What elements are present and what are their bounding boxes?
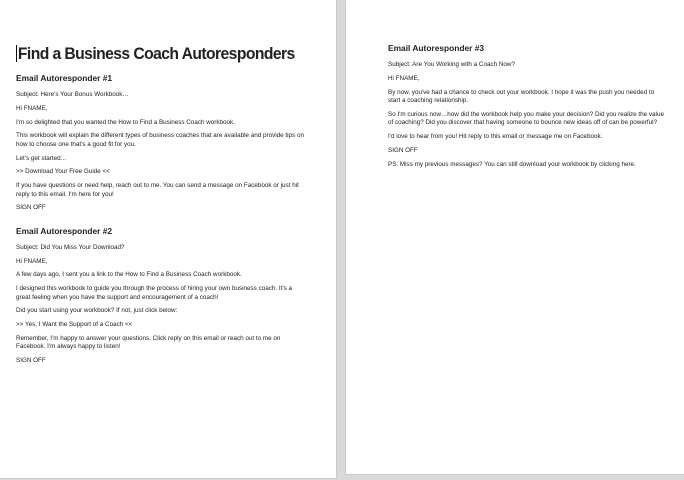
- page-2-content: [388, 43, 668, 182]
- email-3-sign-off: SIGN OFF: [388, 146, 418, 154]
- page-1-content: [16, 45, 306, 379]
- email-1-subject: Subject: Here's Your Bonus Workbook…: [16, 91, 129, 98]
- email-1-greeting: Hi FNAME,: [16, 104, 48, 112]
- email-1-sign-off: SIGN OFF: [16, 204, 46, 212]
- email-heading-1: Email Autoresponder #1: [16, 73, 113, 83]
- email-2-paragraph: Remember, I'm happy to answer your questions. Click reply on this email or reach out to me on Facebook. I'm always happy to listen!: [16, 334, 281, 351]
- email-2-paragraph: A few days ago, I sent you a link to the How to Find a Business Coach workbook.: [16, 271, 242, 279]
- email-3-paragraph: I'd love to hear from you! Hit reply to this email or message me on Facebook.: [388, 133, 603, 140]
- email-2-paragraph: Did you start using your workbook? If not, just click below:: [16, 307, 178, 315]
- email-1-paragraph: Let's get started…: [16, 154, 67, 162]
- email-1-paragraph: If you have questions or need help, reach out to me. You can send a message on Facebook or just hit reply to this email. I'm here for you!: [16, 182, 299, 198]
- text-cursor: [16, 45, 17, 62]
- email-2-sign-off: SIGN OFF: [16, 357, 46, 365]
- email-2-greeting: Hi FNAME,: [16, 257, 48, 265]
- document-page-2[interactable]: [346, 0, 684, 474]
- email-heading-2: Email Autoresponder #2: [16, 225, 113, 236]
- email-1-paragraph: I'm so delighted that you wanted the How to Find a Business Coach workbook.: [16, 118, 235, 126]
- email-3-postscript: PS: Miss my previous messages? You can still download your workbook by clicking here.: [388, 160, 636, 168]
- email-section-2: [16, 226, 306, 366]
- email-1-download-link[interactable]: >> Download Your Free Guide <<: [16, 168, 110, 176]
- email-1-paragraph: This workbook will explain the different types of business coaches that are available and provide tips on how to choose one that's a good fit for you.: [16, 132, 304, 148]
- email-3-subject: Subject: Are You Working with a Coach Now?: [388, 61, 515, 68]
- email-2-subject: Subject: Did You Miss Your Download?: [16, 243, 125, 251]
- email-3-paragraph: So I'm curious now…how did the workbook help you make your decision? Did you realize the value of coaching? Did you discover that having someone to bounce new ideas off of can be powerful?: [388, 110, 664, 127]
- document-page-1[interactable]: [0, 0, 336, 478]
- email-2-support-link[interactable]: >> Yes, I Want the Support of a Coach <<: [16, 321, 133, 329]
- email-2-paragraph: I designed this workbook to guide you through the process of hiring your own business coach. It's a great feeling when you have the support and encouragement of a coach!: [16, 285, 292, 301]
- email-heading-3: Email Autoresponder #3: [388, 43, 485, 53]
- email-3-greeting: Hi FNAME,: [388, 74, 420, 82]
- document-title[interactable]: [16, 45, 295, 64]
- email-section-1: [16, 73, 306, 213]
- email-3-paragraph: By now, you've had a chance to check out your workbook. I hope it was the push you needed to start a coaching relationship.: [388, 88, 655, 104]
- email-section-3: [388, 43, 668, 169]
- document-title-text: Find a Business Coach Autoresponders: [17, 45, 295, 63]
